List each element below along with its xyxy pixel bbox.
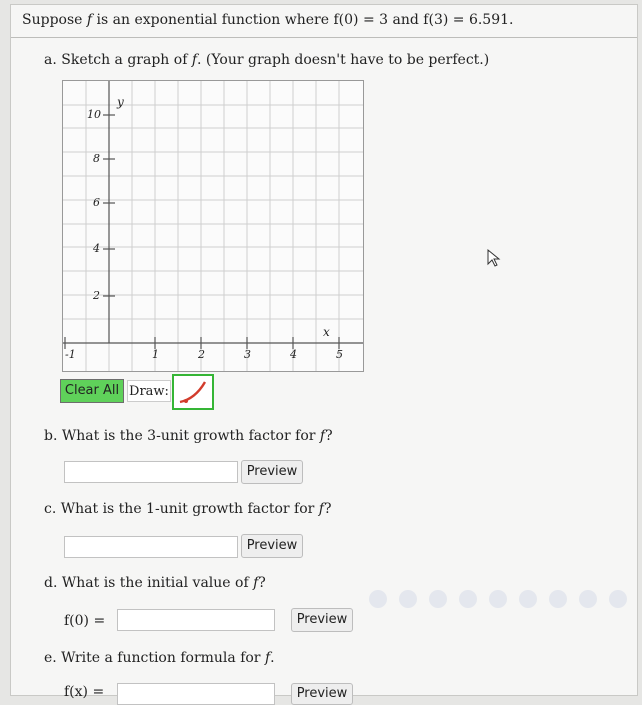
initial-value-input[interactable] <box>117 609 275 631</box>
growth-factor-3-input[interactable] <box>64 461 238 483</box>
graph-canvas[interactable] <box>62 80 364 372</box>
part-c-q: ? <box>323 501 332 517</box>
part-c-label <box>44 501 331 517</box>
part-a-suffix: . (Your graph doesn't have to be perfect.) <box>197 52 490 68</box>
x-tick-3: 3 <box>244 348 251 361</box>
x-tick-minus-1: -1 <box>65 348 76 361</box>
part-b-q: ? <box>325 428 333 444</box>
part-a-text: a. Sketch a graph of <box>44 52 192 68</box>
intro-and: and <box>388 12 424 28</box>
y-tick-6: 6 <box>93 196 100 209</box>
x-tick-1: 1 <box>152 348 159 361</box>
reflection-dot <box>519 590 537 608</box>
x-tick-5: 5 <box>336 348 343 361</box>
formula-input[interactable] <box>117 683 275 705</box>
preview-button-e[interactable]: Preview <box>291 683 353 705</box>
y-tick-2: 2 <box>93 289 100 302</box>
graph-grid[interactable] <box>63 81 363 371</box>
growth-factor-1-input[interactable] <box>64 536 238 558</box>
y-tick-10: 10 <box>87 108 101 121</box>
reflection-dot <box>579 590 597 608</box>
part-d-q: ? <box>258 575 266 591</box>
x-tick-2: 2 <box>198 348 205 361</box>
part-a-f: f <box>191 52 198 68</box>
part-e-text: e. Write a function formula for <box>44 650 265 666</box>
part-c-f: f <box>318 501 324 517</box>
question-intro <box>22 12 513 28</box>
separator <box>11 37 637 38</box>
part-d-label <box>44 575 266 591</box>
draw-tool-button[interactable] <box>172 374 214 410</box>
y-tick-8: 8 <box>93 152 100 165</box>
part-d-f: f <box>253 575 259 591</box>
intro-f: f <box>86 12 93 28</box>
x-tick-4: 4 <box>290 348 297 361</box>
reflection-dot <box>549 590 567 608</box>
reflection-dot <box>489 590 507 608</box>
intro-pre: Suppose <box>22 12 87 28</box>
draw-curve-icon <box>174 376 212 408</box>
part-b-text: b. What is the 3-unit growth factor for <box>44 428 320 444</box>
part-e-q: . <box>270 650 275 666</box>
condition-2: f(3) = 6.591. <box>423 12 514 28</box>
part-b-label <box>44 428 333 444</box>
reflection-dot <box>399 590 417 608</box>
reflection-dot <box>609 590 627 608</box>
condition-1: f(0) = 3 <box>333 12 389 28</box>
part-b-f: f <box>319 428 326 444</box>
mouse-cursor-icon <box>486 248 502 268</box>
preview-button-b[interactable]: Preview <box>241 460 303 484</box>
part-a-label <box>44 52 489 68</box>
reflection-dot <box>369 590 387 608</box>
formula-expr: f(x) = <box>64 684 105 700</box>
part-c-text: c. What is the 1-unit growth factor for <box>44 501 319 517</box>
y-axis-label: y <box>117 95 124 109</box>
clear-all-button[interactable]: Clear All <box>60 379 124 403</box>
x-axis-label: x <box>323 325 330 339</box>
y-tick-4: 4 <box>93 242 100 255</box>
draw-label: Draw: <box>127 380 171 402</box>
part-e-f: f <box>264 650 271 666</box>
initial-value-expr: f(0) = <box>64 613 106 629</box>
preview-button-c[interactable]: Preview <box>241 534 303 558</box>
preview-button-d[interactable]: Preview <box>291 608 353 632</box>
part-d-text: d. What is the initial value of <box>44 575 254 591</box>
reflection-dot <box>429 590 447 608</box>
part-e-label <box>44 650 275 666</box>
intro-mid: is an exponential function where <box>92 12 334 28</box>
reflection-dot <box>459 590 477 608</box>
